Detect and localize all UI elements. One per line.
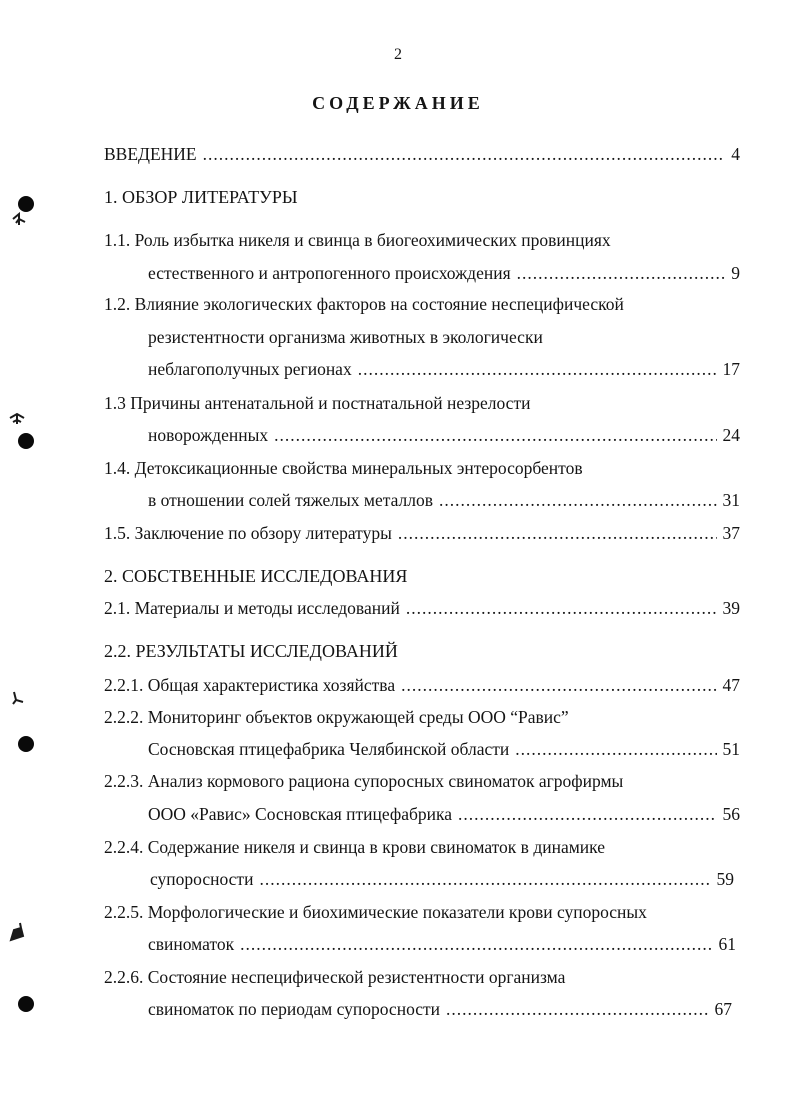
toc-entry-2-2-2[interactable] (148, 738, 740, 760)
toc-page-number: 31 (722, 490, 740, 510)
toc-page-number: 9 (731, 263, 740, 283)
toc-entry-1-3[interactable] (148, 424, 740, 446)
toc-page-number: 51 (722, 739, 740, 759)
toc-entry-title[interactable]: 2.2.6. Состояние неспецифической резистентности организма (104, 967, 566, 987)
scan-speck-icon (8, 410, 26, 426)
toc-entry-title: свиноматок по периодам супоросности (148, 999, 441, 1019)
scan-speck-icon (10, 690, 26, 706)
toc-entry-2-2-6[interactable] (148, 998, 732, 1020)
toc-entry-title: свиноматок (148, 934, 235, 954)
punch-hole-mark (18, 736, 34, 752)
toc-entry-title[interactable]: 2.2.3. Анализ кормового рациона супоросных свиноматок агрофирмы (104, 771, 624, 791)
toc-entry-title[interactable]: 1.3 Причины антенатальной и постнатальной незрелости (104, 393, 531, 413)
toc-page-number: 4 (731, 144, 740, 164)
toc-entry-title[interactable]: резистентности организма животных в экологически (148, 327, 543, 347)
toc-entry-title: 2.1. Материалы и методы исследований (104, 598, 400, 618)
toc-entry-title[interactable]: 2.2.4. Содержание никеля и свинца в крови свиноматок в динамике (104, 837, 605, 857)
scan-speck-icon (10, 210, 28, 228)
scan-speck-icon (8, 920, 26, 942)
toc-page-number: 47 (722, 675, 740, 695)
toc-entry-introduction[interactable] (104, 143, 740, 165)
toc-entry-title: 2.2.1. Общая характеристика хозяйства (104, 675, 396, 695)
toc-entry-title: ВВЕДЕНИЕ (104, 144, 197, 164)
toc-section-own-research[interactable]: 2. СОБСТВЕННЫЕ ИССЛЕДОВАНИЯ (104, 566, 408, 586)
page-title: СОДЕРЖАНИЕ (312, 93, 484, 113)
toc-page-number: 17 (722, 359, 740, 379)
toc-entry-title: Сосновская птицефабрика Челябинской области (148, 739, 510, 759)
toc-entry-title[interactable]: 2.2.2. Мониторинг объектов окружающей среды ООО “Равис” (104, 707, 569, 727)
toc-page-number: 61 (718, 934, 736, 954)
toc-entry-title: ООО «Равис» Сосновская птицефабрика (148, 804, 453, 824)
toc-entry-title[interactable]: 2.2.5. Морфологические и биохимические показатели крови супоросных (104, 902, 647, 922)
toc-entry-2-1[interactable] (104, 597, 740, 619)
punch-hole-mark (18, 996, 34, 1012)
toc-entry-2-2-4[interactable] (150, 868, 734, 890)
toc-entry-title[interactable]: 1.4. Детоксикационные свойства минеральных энтеросорбентов (104, 458, 583, 478)
toc-entry-title: в отношении солей тяжелых металлов (148, 490, 433, 510)
punch-hole-mark (18, 433, 34, 449)
toc-section-literature-review[interactable]: 1. ОБЗОР ЛИТЕРАТУРЫ (104, 187, 298, 207)
toc-section-results[interactable]: 2.2. РЕЗУЛЬТАТЫ ИССЛЕДОВАНИЙ (104, 641, 398, 661)
toc-page-number: 24 (722, 425, 740, 445)
toc-entry-1-2[interactable] (148, 358, 740, 380)
toc-entry-title: 1.5. Заключение по обзору литературы (104, 523, 392, 543)
toc-entry-title[interactable]: 1.1. Роль избытка никеля и свинца в биогеохимических провинциях (104, 230, 611, 250)
toc-entry-2-2-1[interactable] (104, 674, 740, 696)
page-number: 2 (394, 46, 402, 63)
toc-entry-title: неблагополучных регионах (148, 359, 352, 379)
toc-entry-2-2-5[interactable] (148, 933, 736, 955)
toc-entry-title: новорожденных (148, 425, 269, 445)
toc-page-number: 59 (716, 869, 734, 889)
toc-entry-1-1[interactable] (148, 262, 740, 284)
toc-page-number: 67 (714, 999, 732, 1019)
toc-entry-1-5[interactable] (104, 522, 740, 544)
toc-entry-title[interactable]: 1.2. Влияние экологических факторов на состояние неспецифической (104, 294, 624, 314)
toc-entry-title: супоросности (150, 869, 254, 889)
toc-entry-title: естественного и антропогенного происхождения (148, 263, 511, 283)
toc-page-number: 56 (722, 804, 740, 824)
toc-page-number: 37 (722, 523, 740, 543)
toc-entry-1-4[interactable] (148, 489, 740, 511)
toc-page-number: 39 (722, 598, 740, 618)
toc-entry-2-2-3[interactable] (148, 803, 740, 825)
